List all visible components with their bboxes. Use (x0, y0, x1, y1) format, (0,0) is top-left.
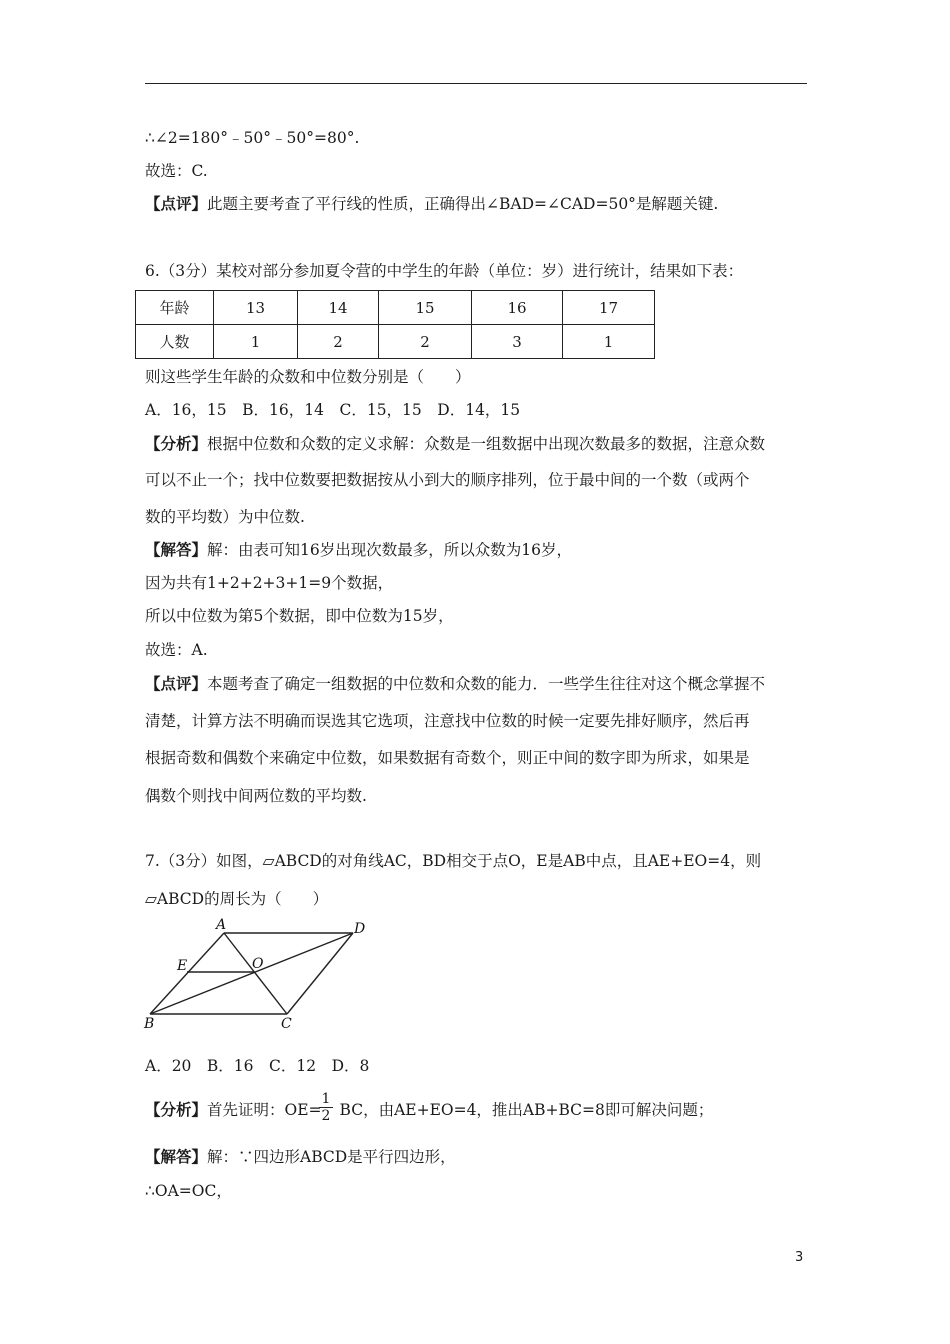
label-e: E (177, 958, 188, 974)
q6-question: 则这些学生年龄的众数和中位数分别是（ ） (145, 368, 471, 386)
q6-analysis-3: 数的平均数）为中位数. (145, 508, 305, 526)
q7-stem: 7.（3分）如图，▱ABCD的对角线AC，BD相交于点O，E是AB中点，且AE+EO=4，则 (145, 852, 762, 870)
side-dc (287, 933, 353, 1014)
q7-stem-2: ▱ABCD的周长为（ ） (145, 890, 329, 908)
comment-text: 此题主要考查了平行线的性质，正确得出∠BAD=∠CAD=50°是解题关键. (207, 195, 719, 213)
analysis-tag: 【分析】 (145, 434, 208, 453)
q6-comment-3: 根据奇数和偶数个来确定中位数，如果数据有奇数个，则正中间的数字即为所求，如果是 (145, 749, 750, 767)
q6-answer-4: 故选：A. (145, 641, 208, 659)
page-number: 3 (795, 1250, 804, 1265)
q6-comment-2: 清楚，计算方法不明确而误选其它选项，注意找中位数的时候一定要先排好顺序，然后再 (145, 712, 750, 730)
fraction-denominator: 2 (321, 1108, 331, 1124)
q6-comment (145, 674, 765, 694)
table-cell: 3 (472, 325, 563, 359)
label-b: B (144, 1016, 155, 1032)
table-header-count: 人数 (136, 325, 214, 359)
label-c: C (281, 1016, 292, 1032)
parallelogram-figure (140, 912, 380, 1037)
header-rule (145, 83, 807, 84)
comment-tag: 【点评】 (145, 194, 208, 213)
analysis-post: BC，由AE+EO=4，推出AB+BC=8即可解决问题； (339, 1101, 714, 1119)
prev-line-1: ∴∠2=180°﹣50°﹣50°=80°. (145, 129, 360, 147)
table-cell: 14 (298, 291, 379, 325)
fraction-half (319, 1092, 333, 1123)
q7-answer (145, 1147, 456, 1167)
q6-stem: 6.（3分）某校对部分参加夏令营的中学生的年龄（单位：岁）进行统计，结果如下表： (145, 262, 744, 280)
comment-tag: 【点评】 (145, 674, 208, 693)
age-table (135, 290, 655, 359)
q6-options: A．16，15 B．16，14 C．15，15 D．14，15 (145, 401, 521, 419)
comment-text: 本题考查了确定一组数据的中位数和众数的能力．一些学生往往对这个概念掌握不 (207, 675, 766, 693)
analysis-tag: 【分析】 (145, 1100, 208, 1119)
q6-answer-3: 所以中位数为第5个数据，即中位数为15岁， (145, 607, 454, 625)
table-cell: 16 (472, 291, 563, 325)
q7-options: A．20 B．16 C．12 D．8 (145, 1057, 370, 1075)
label-a: A (216, 917, 227, 933)
table-cell: 2 (298, 325, 379, 359)
analysis-pre: 首先证明：OE= (207, 1101, 322, 1119)
table-cell: 1 (214, 325, 298, 359)
table-row (136, 325, 655, 359)
label-d: D (354, 921, 366, 937)
table-header-age: 年龄 (136, 291, 214, 325)
table-cell: 1 (563, 325, 655, 359)
q6-answer-2: 因为共有1+2+2+3+1=9个数据， (145, 574, 394, 592)
table-cell: 2 (379, 325, 472, 359)
answer-text: 解：∵四边形ABCD是平行四边形， (207, 1148, 456, 1166)
table-cell: 13 (214, 291, 298, 325)
q6-analysis-2: 可以不止一个；找中位数要把数据按从小到大的顺序排列，位于最中间的一个数（或两个 (145, 471, 750, 489)
q6-comment-4: 偶数个则找中间两位数的平均数. (145, 787, 367, 805)
q6-analysis (145, 434, 765, 454)
answer-tag: 【解答】 (145, 1147, 208, 1166)
label-o: O (252, 956, 264, 972)
diagonal-ac (224, 933, 287, 1014)
prev-line-2: 故选：C. (145, 162, 208, 180)
fraction-numerator: 1 (321, 1091, 331, 1107)
q6-answer (145, 540, 572, 560)
q7-analysis (145, 1100, 713, 1120)
analysis-text: 根据中位数和众数的定义求解：众数是一组数据中出现次数最多的数据，注意众数 (207, 435, 766, 453)
prev-comment (145, 194, 718, 214)
answer-text: 解：由表可知16岁出现次数最多，所以众数为16岁， (207, 541, 572, 559)
table-cell: 15 (379, 291, 472, 325)
table-row (136, 291, 655, 325)
q7-answer-2: ∴OA=OC， (145, 1182, 232, 1200)
answer-tag: 【解答】 (145, 540, 208, 559)
table-cell: 17 (563, 291, 655, 325)
